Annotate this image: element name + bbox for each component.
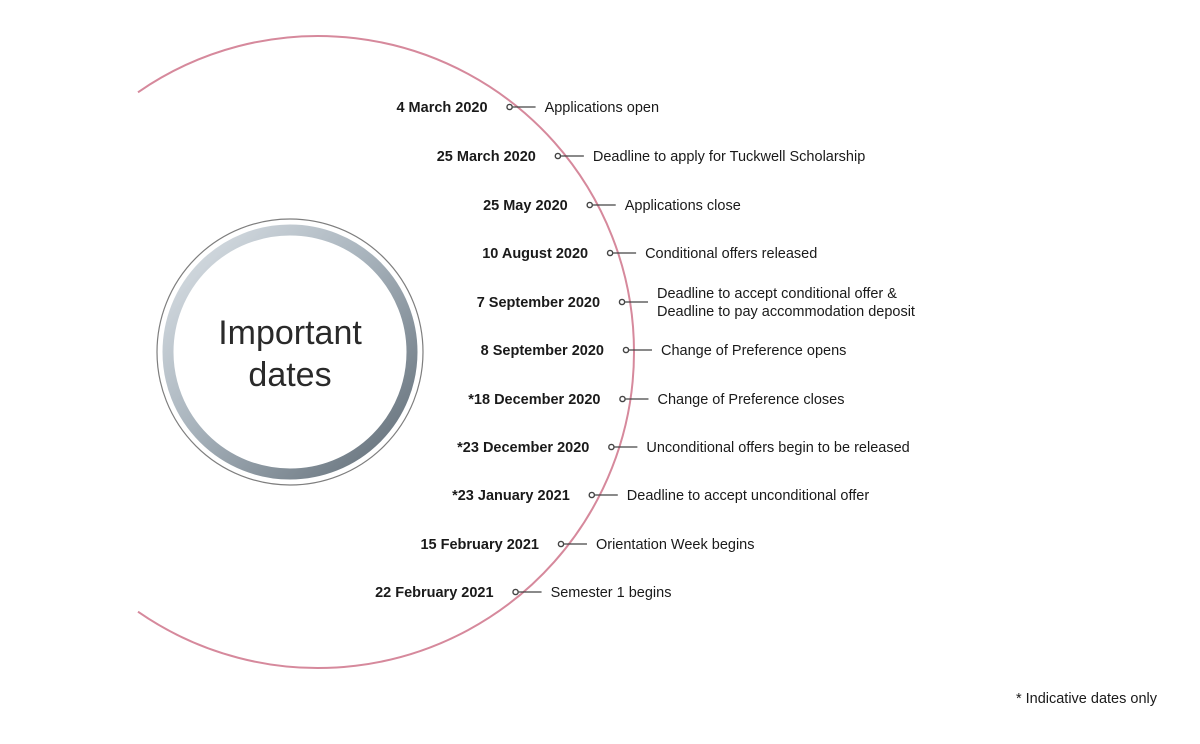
- milestone-date: 25 May 2020: [483, 198, 568, 214]
- milestone-dot: [507, 104, 512, 109]
- milestone-dot: [587, 202, 592, 207]
- page-title-line2: dates: [248, 356, 332, 394]
- center-badge: [157, 219, 423, 485]
- milestone-event: Change of Preference closes: [657, 392, 845, 408]
- milestone-date: 25 March 2020: [436, 149, 536, 165]
- milestone-event: Deadline to pay accommodation deposit: [657, 304, 915, 320]
- milestone-dot: [623, 347, 628, 352]
- milestone-event: Deadline to apply for Tuckwell Scholarship: [592, 149, 866, 165]
- milestone-row: [457, 440, 910, 456]
- milestone-list: [375, 100, 915, 601]
- milestone-event: Change of Preference opens: [660, 343, 847, 359]
- milestone-dot: [609, 444, 614, 449]
- milestone-row: [477, 286, 915, 320]
- milestone-date: 7 September 2020: [476, 295, 601, 311]
- milestone-event: Applications open: [544, 100, 660, 116]
- milestone-date: 10 August 2020: [482, 246, 589, 262]
- milestone-event: Orientation Week begins: [595, 537, 755, 553]
- milestone-row: [483, 198, 741, 214]
- badge-inner-face: [176, 238, 404, 466]
- page-title-line1: Important: [218, 314, 362, 352]
- milestone-dot: [555, 153, 560, 158]
- milestone-row: [481, 343, 847, 359]
- milestone-dot: [607, 250, 612, 255]
- milestone-dot: [619, 299, 624, 304]
- milestone-row: [452, 488, 869, 504]
- milestone-date: *23 December 2020: [457, 440, 590, 456]
- milestone-row: [396, 100, 659, 116]
- milestone-dot: [558, 541, 563, 546]
- milestone-row: [468, 392, 844, 408]
- milestone-row: [482, 246, 817, 262]
- footnote: * Indicative dates only: [1015, 691, 1157, 707]
- milestone-event: Conditional offers released: [645, 246, 818, 262]
- milestone-date: 22 February 2021: [375, 585, 494, 601]
- milestone-date: *18 December 2020: [468, 392, 601, 408]
- milestone-event: Semester 1 begins: [550, 585, 672, 601]
- milestone-row: [437, 149, 866, 165]
- milestone-event: Applications close: [624, 198, 741, 214]
- milestone-dot: [620, 396, 625, 401]
- milestone-dot: [589, 492, 594, 497]
- milestone-event: Deadline to accept conditional offer &: [657, 286, 897, 302]
- milestone-dot: [513, 589, 518, 594]
- milestone-date: 8 September 2020: [480, 343, 604, 359]
- milestone-event: Deadline to accept unconditional offer: [626, 488, 870, 504]
- milestone-date: 15 February 2021: [420, 537, 539, 553]
- milestone-event: Unconditional offers begin to be released: [646, 440, 910, 456]
- milestone-date: 4 March 2020: [396, 100, 488, 116]
- milestone-row: [420, 537, 754, 553]
- milestone-date: *23 January 2021: [452, 488, 570, 504]
